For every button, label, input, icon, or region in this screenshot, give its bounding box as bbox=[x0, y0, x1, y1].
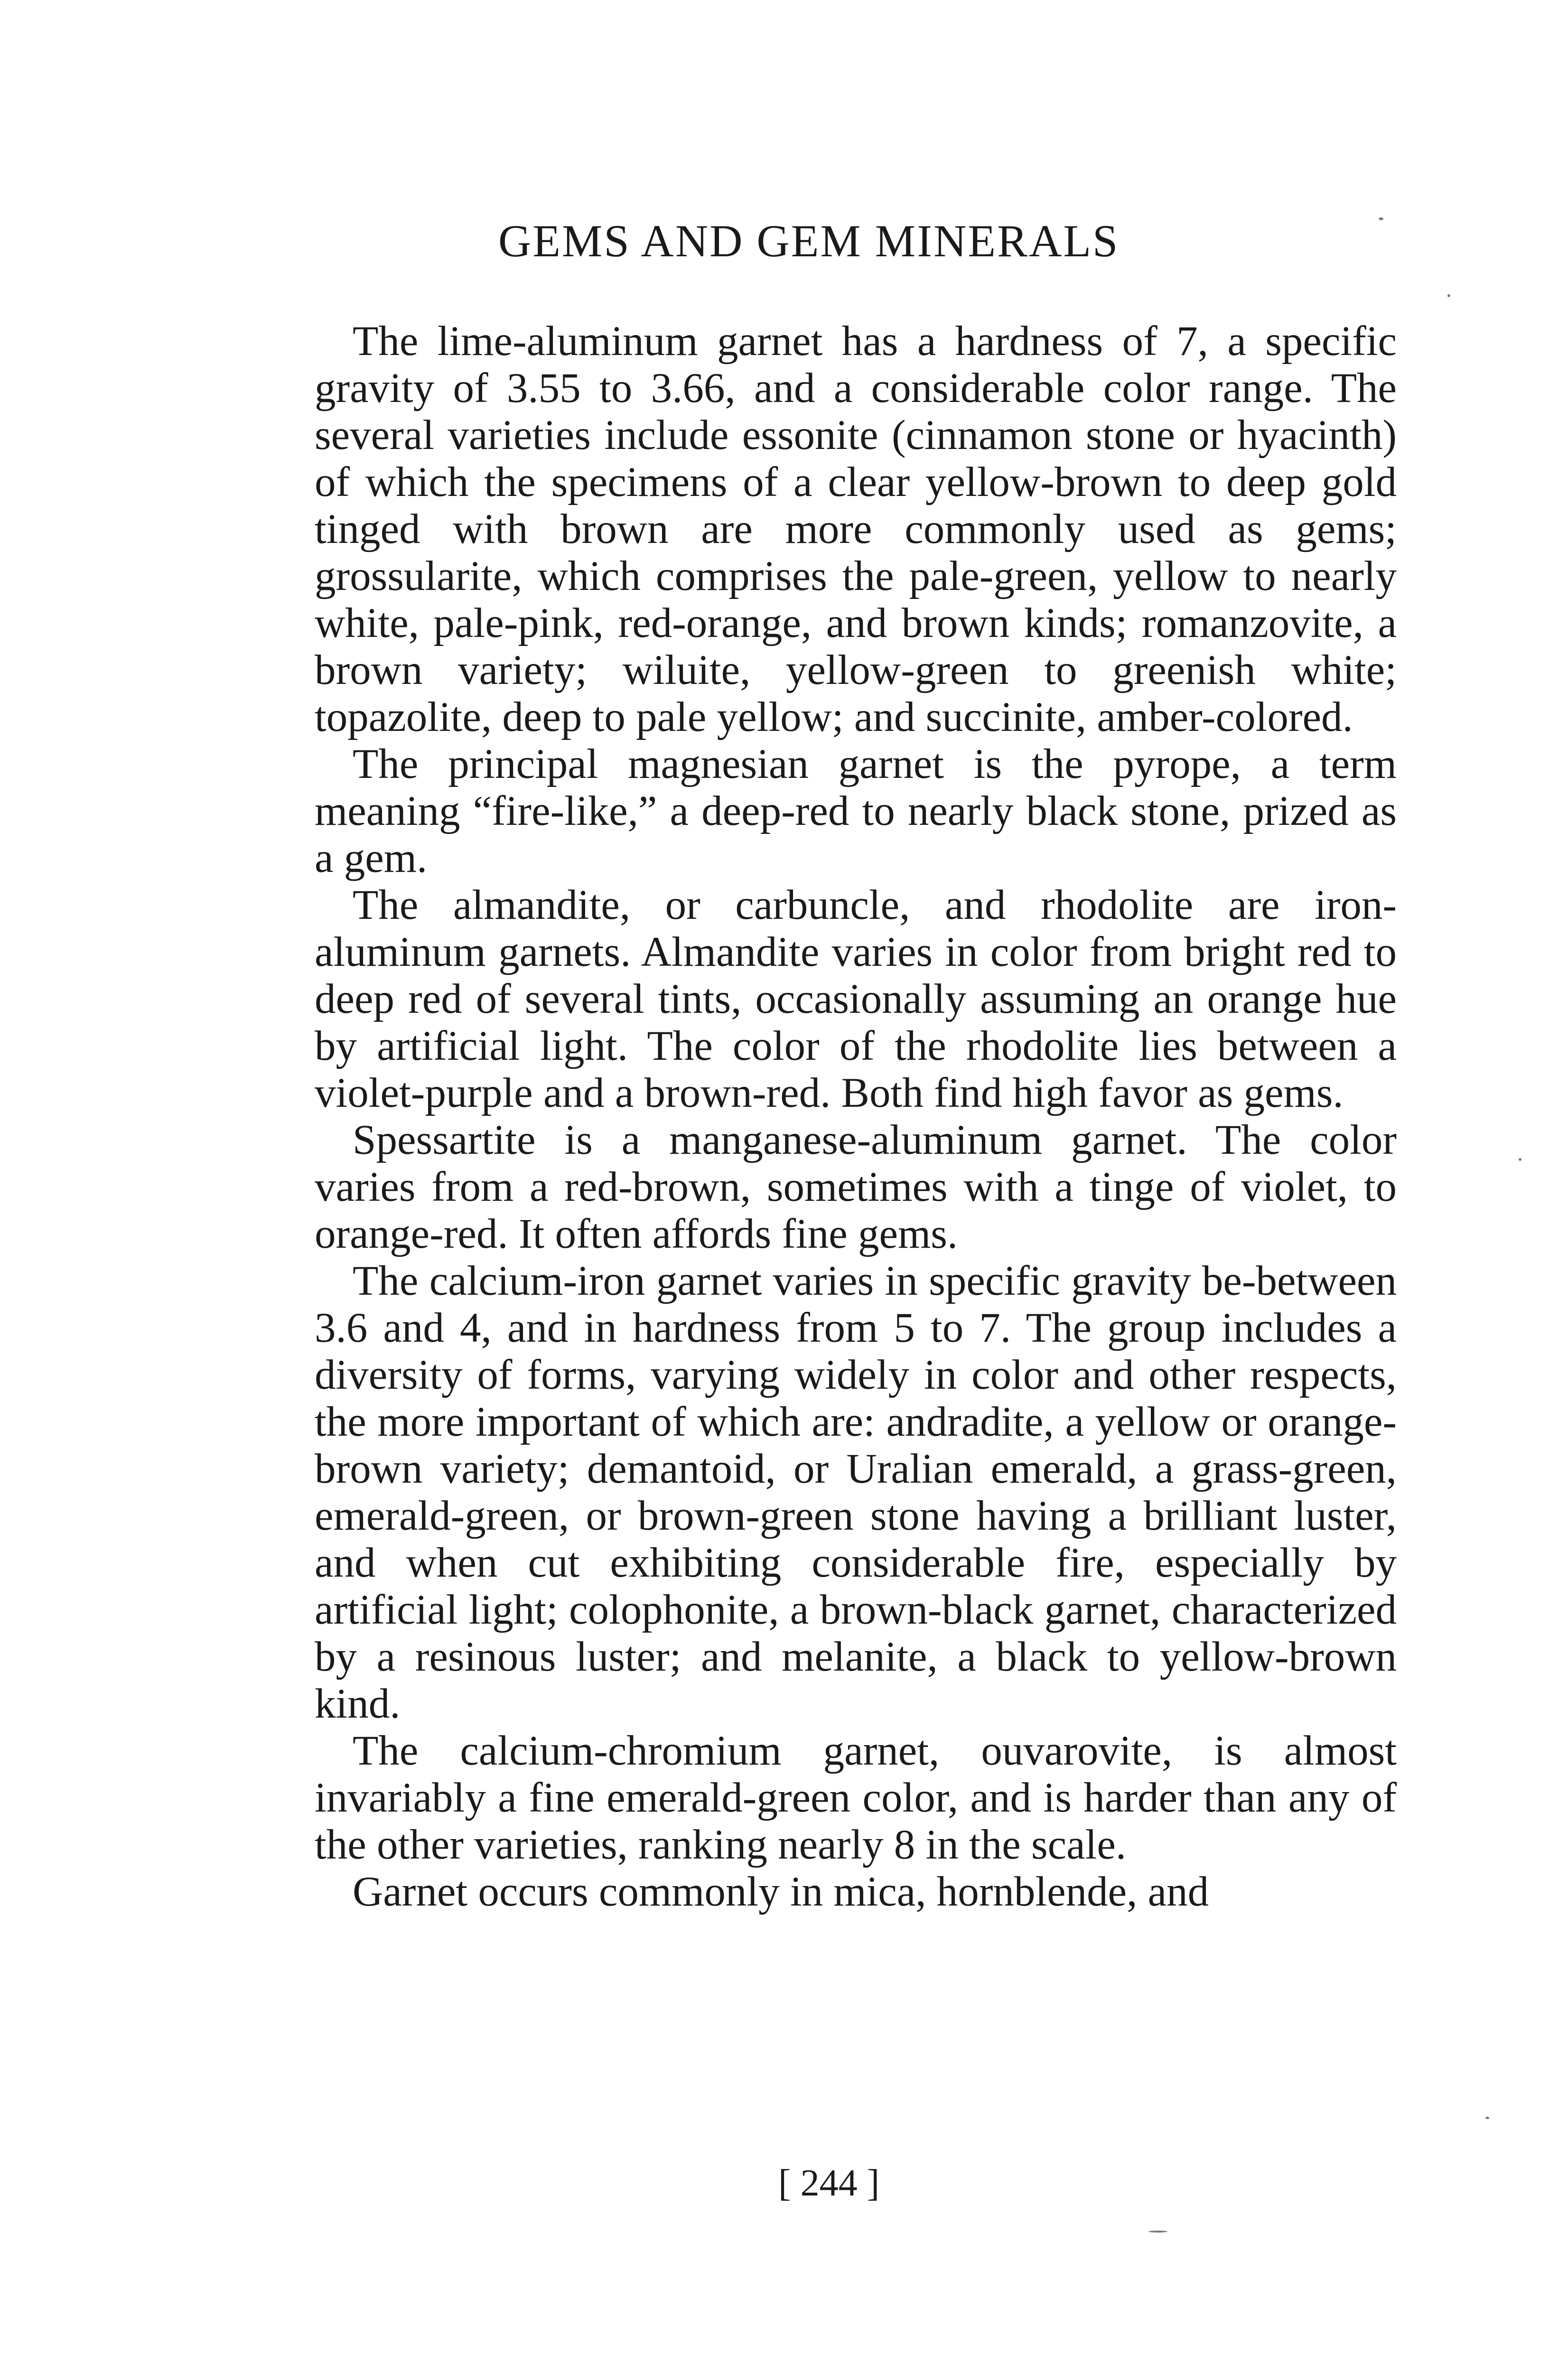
paragraph-spessartite: Spessartite is a manganese-aluminum garnet. The color varies from a red-brown, sometimes with a tinge of violet, to orange-red. It often affords fine gems. bbox=[315, 1117, 1397, 1257]
paragraph-iron-aluminum-garnet: The almandite, or carbuncle, and rhodolite are iron-aluminum garnets. Almandite varies in color from bright red to deep red of several tints, occasionally assuming an orange hue by artificial light. The color of the rhodolite lies between a violet-purple and a brown-red. Both find high favor as gems. bbox=[315, 882, 1397, 1116]
paragraph-calcium-chromium-garnet: The calcium-chromium garnet, ouvarovite, is almost invariably a fine emerald-green color, and is harder than any of the other varieties, ranking nearly 8 in the scale. bbox=[315, 1728, 1397, 1868]
paragraph-lime-aluminum-garnet: The lime-aluminum garnet has a hardness of 7, a specific gravity of 3.55 to 3.66, and a considerable color range. The several varieties include essonite (cinnamon stone or hyacinth) of which the specimens of a clear yellow-brown to deep gold tinged with brown are more commonly used as gems; grossularite, which comprises the pale-green, yellow to nearly white, pale-pink, red-orange, and brown kinds; romanzovite, a brown variety; wiluite, yellow-green to greenish white; topazolite, deep to pale yellow; and succinite, amber-colored. bbox=[315, 318, 1397, 740]
paragraph-calcium-iron-garnet: The calcium-iron garnet varies in specific gravity be-between 3.6 and 4, and in hardness from 5 to 7. The group includes a diversity of forms, varying widely in color and other respects, the more important of which are: andradite, a yellow or orange-brown variety; demantoid, or Uralian emerald, a grass-green, emerald-green, or brown-green stone having a brilliant luster, and when cut exhibiting considerable fire, especially by artificial light; colophonite, a brown-black garnet, characterized by a resinous luster; and melanite, a black to yellow-brown kind. bbox=[315, 1258, 1397, 1727]
paper-speck bbox=[1519, 1158, 1521, 1161]
paper-speck bbox=[1148, 2231, 1167, 2233]
page-number: [ 244 ] bbox=[778, 2162, 880, 2204]
paragraph-magnesian-garnet: The principal magnesian garnet is the pyrope, a term meaning “fire-like,” a deep-red to nearly black stone, prized as a gem. bbox=[315, 741, 1397, 881]
paper-speck bbox=[1379, 217, 1383, 220]
paper-speck bbox=[1447, 294, 1450, 297]
paragraph-garnet-occurrence: Garnet occurs commonly in mica, hornblende, and bbox=[353, 1869, 1209, 1915]
running-head: GEMS AND GEM MINERALS bbox=[498, 215, 1120, 266]
paper-speck bbox=[1485, 2117, 1489, 2119]
body-text bbox=[315, 318, 1397, 1915]
